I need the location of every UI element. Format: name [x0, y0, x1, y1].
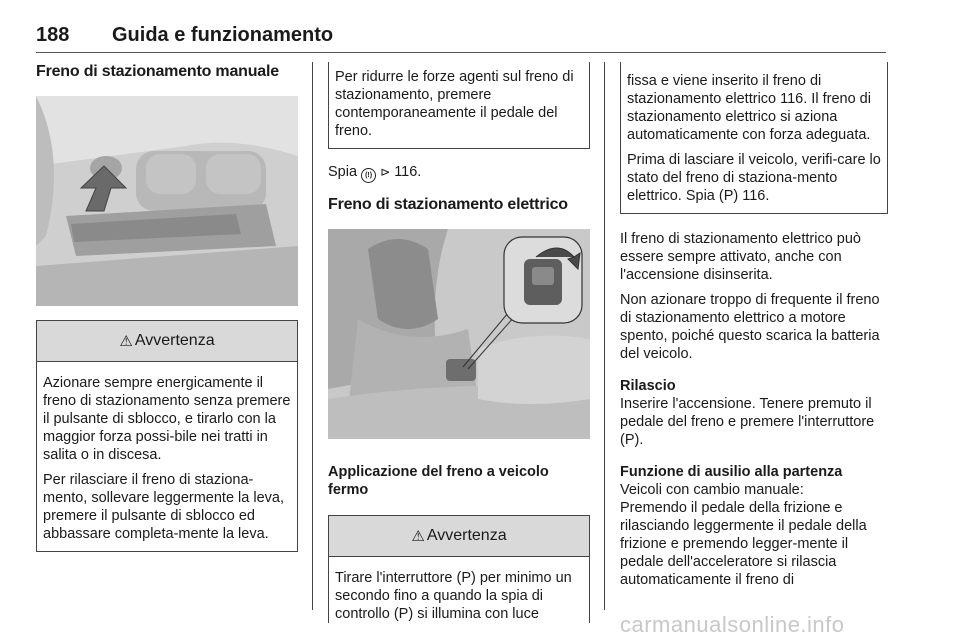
figure-electric-brake [328, 229, 590, 439]
box-text-2: Prima di lasciare il veicolo, verifi-care lo stato del freno di staziona-mento elettrico. Spia (P) 116. [627, 152, 881, 204]
continued-warning-box [620, 62, 888, 214]
figure-handbrake [36, 96, 298, 306]
page-ref-icon: ⊳ [380, 165, 391, 179]
paragraph-clutch: Premendo il pedale della frizione e rilasciando leggermente il pedale della frizione e premendo legger-mente il pedale dell'acceleratore si rilascia automaticamente il freno di [620, 500, 867, 588]
warning-triangle-icon: ⚠ [411, 528, 425, 545]
brake-warning-icon: (!) [361, 168, 376, 183]
heading-release: Rilascio [620, 378, 676, 394]
warning-title: Avvertenza [134, 332, 215, 349]
heading-manual-brake: Freno di stazionamento manuale [36, 63, 279, 80]
paragraph-always-active: Il freno di stazionamento elettrico può essere sempre attivato, anche con l'accensione disinserita. [620, 231, 861, 283]
handbrake-illustration [36, 96, 298, 306]
continued-box [328, 62, 590, 149]
watermark: carmanualsonline.info [620, 612, 845, 637]
warning-box-2 [328, 515, 590, 623]
column-2 [328, 62, 590, 623]
warning-triangle-icon: ⚠ [119, 333, 133, 350]
column-divider [312, 62, 313, 610]
warning-text: Tirare l'interruttore (P) per minimo un secondo fino a quando la spia di controllo (P) si illumina con luce [335, 570, 572, 622]
column-3 [620, 62, 888, 589]
page-number: 188 [36, 24, 70, 46]
electric-brake-illustration [328, 229, 590, 439]
subheading-vehicle-stopped: Applicazione del freno a veicolo fermo [328, 464, 549, 498]
warning-title: Avvertenza [426, 527, 507, 544]
page-header [36, 22, 886, 50]
paragraph-battery: Non azionare troppo di frequente il freno di stazionamento elettrico a motore spento, poiché questo scarica la batteria del veicolo. [620, 292, 880, 362]
warning-text-2: Per rilasciare il freno di staziona-mento, sollevare leggermente la leva, premere il pulsante di sblocco ed abbassare completa-mente la leva. [43, 472, 284, 542]
column-1 [36, 62, 298, 552]
page-title: Guida e funzionamento [112, 24, 334, 46]
header-rule [36, 52, 886, 53]
box-text: Per ridurre le forze agenti sul freno di stazionamento, premere contemporaneamente il pedale del freno. [335, 69, 574, 139]
warning-header [329, 516, 589, 557]
heading-start-assist: Funzione di ausilio alla partenza [620, 464, 843, 480]
spia-line: Spia (!) ⊳ 116. [328, 163, 590, 183]
column-divider [604, 62, 605, 610]
paragraph-manual-gearbox: Veicoli con cambio manuale: [620, 482, 804, 498]
heading-electric-brake: Freno di stazionamento elettrico [328, 196, 568, 213]
paragraph-release: Inserire l'accensione. Tenere premuto il pedale del freno e premere l'interruttore (P). [620, 396, 875, 448]
warning-box-1 [36, 320, 298, 552]
warning-text-1: Azionare sempre energicamente il freno di stazionamento senza premere il pulsante di sblocco, e tirarlo con la maggior forza possi-bile nei tratti in salita o in discesa. [43, 375, 291, 463]
warning-header [37, 321, 297, 362]
box-text-1: fissa e viene inserito il freno di stazionamento elettrico 116. Il freno di stazionamento elettrico si aziona automaticamente con forza adeguata. [627, 73, 871, 143]
